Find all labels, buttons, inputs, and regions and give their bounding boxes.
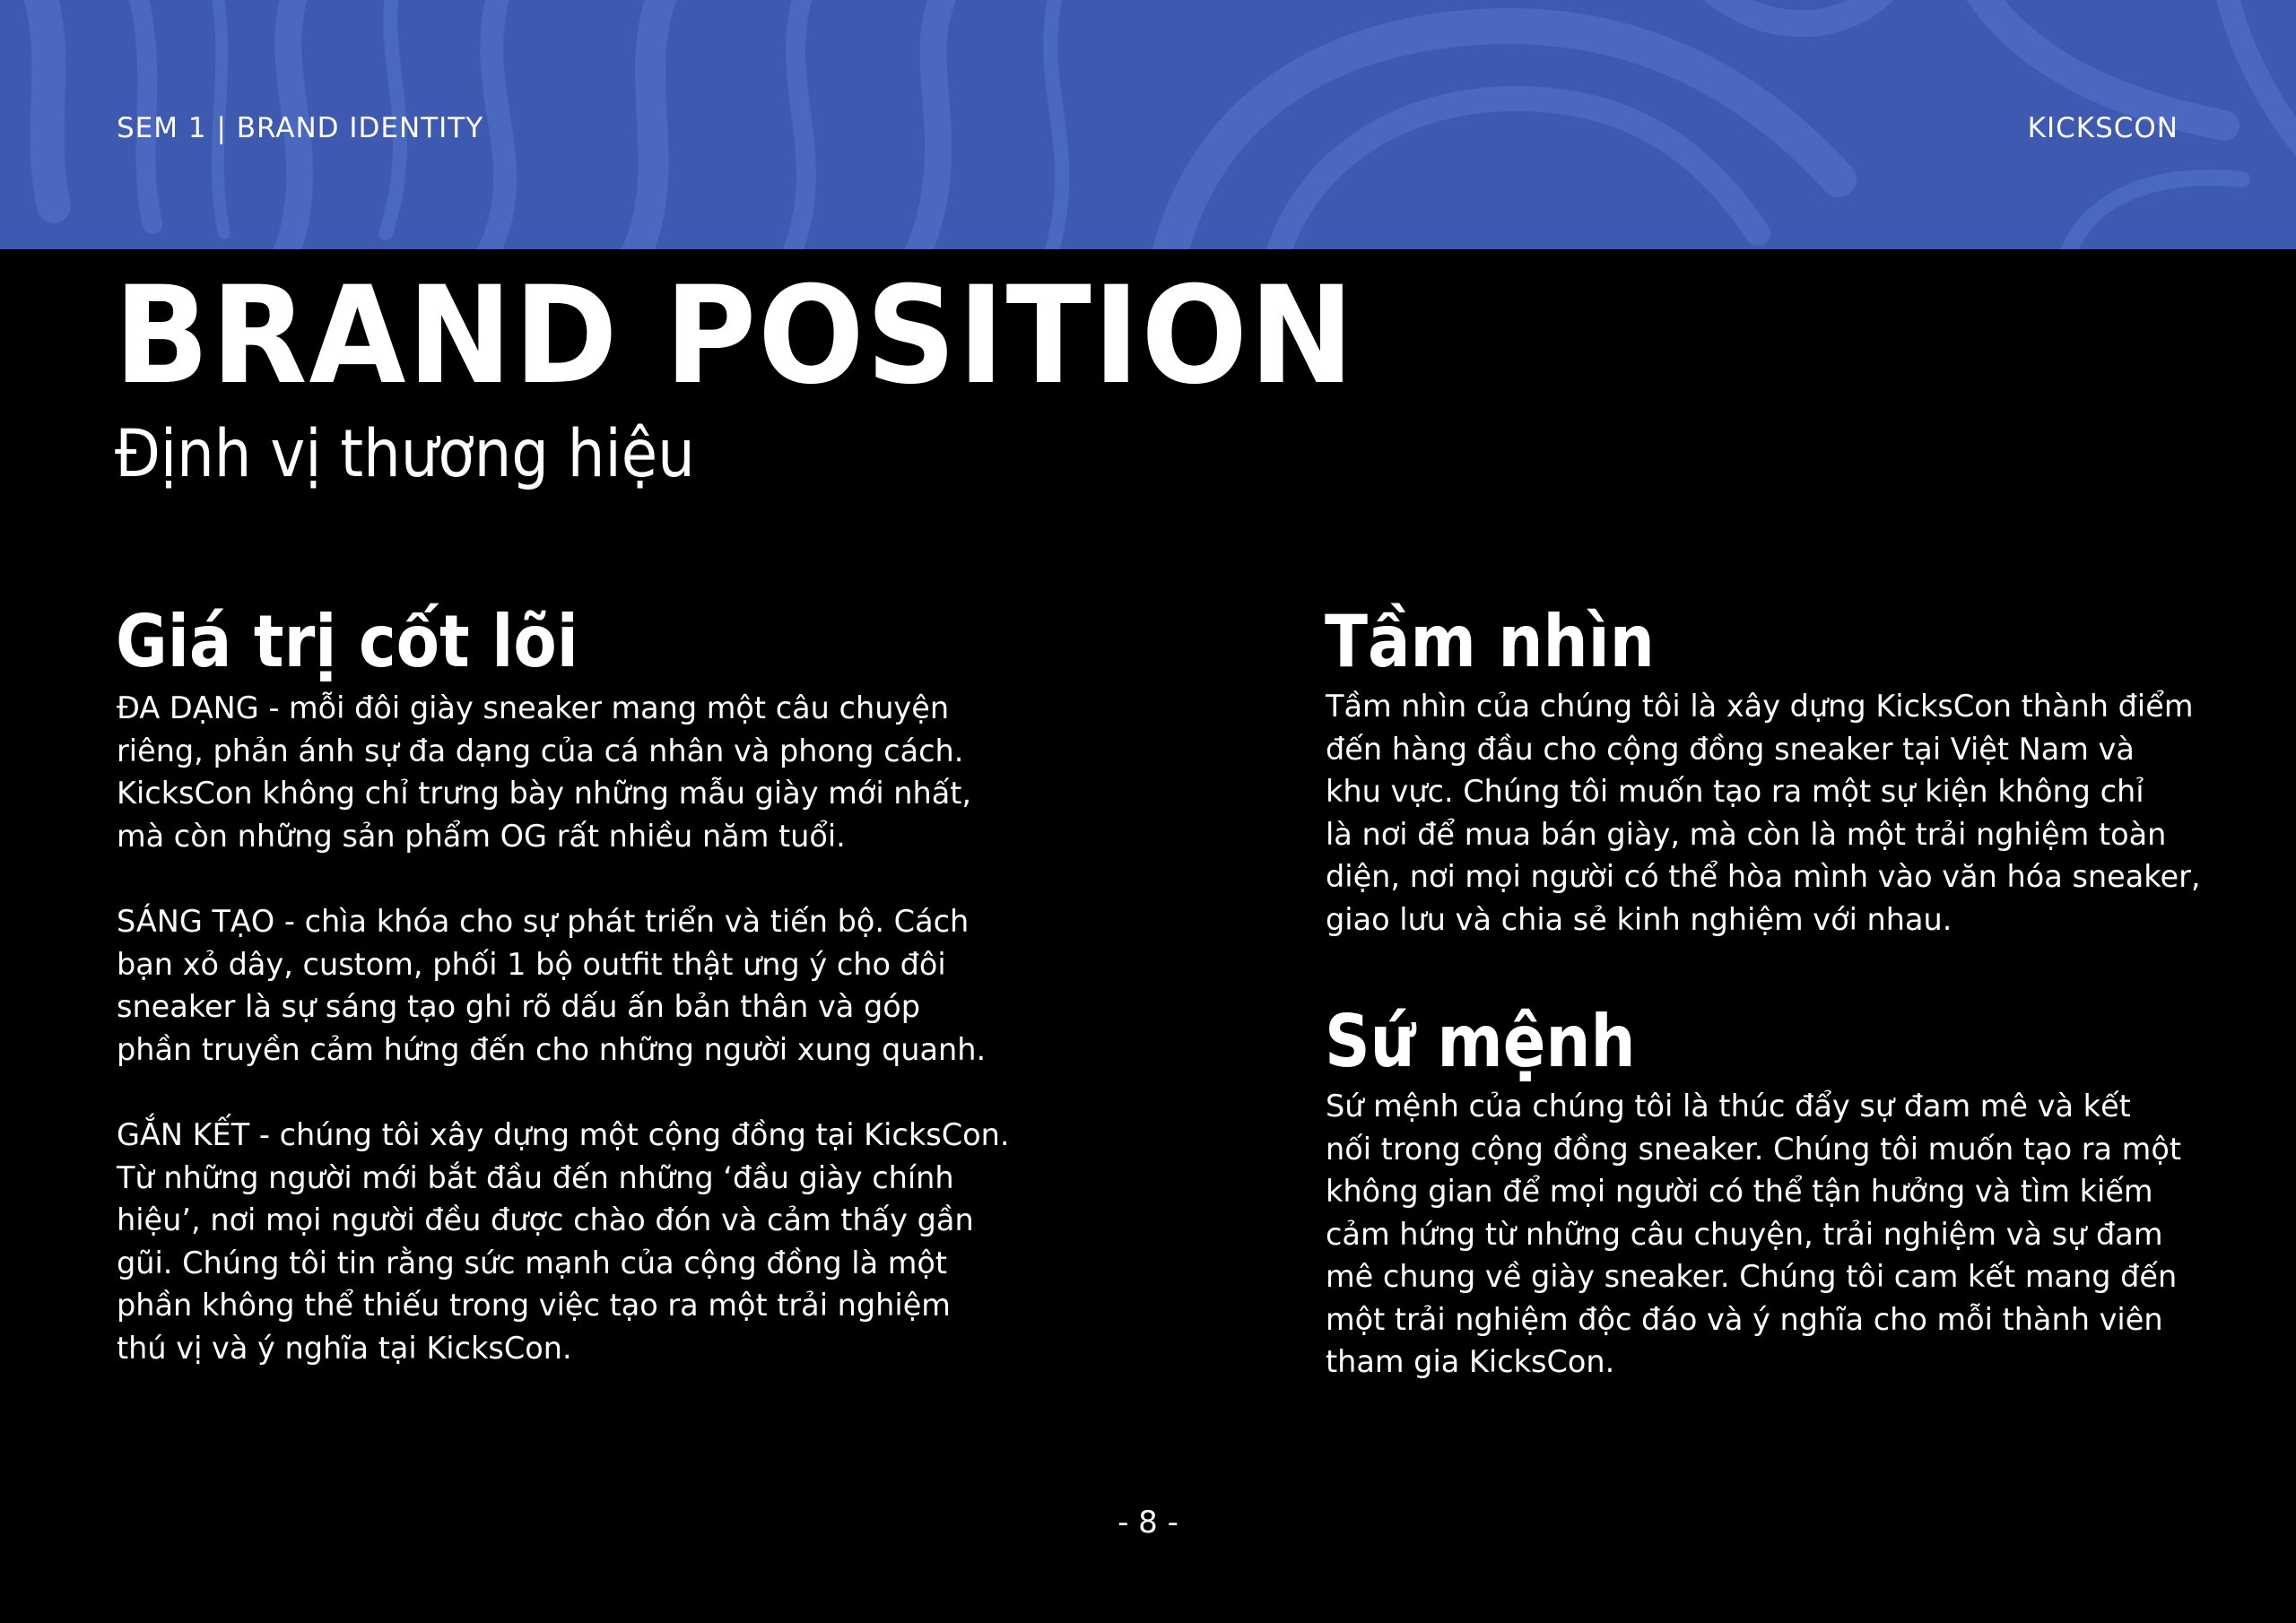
text-line: là nơi để mua bán giày, mà còn là một trải nghiệm toàn [1326,816,2167,852]
text-line: bạn xỏ dây, custom, phối 1 bộ outfit thật ưng ý cho đôi [117,946,946,982]
page-subtitle: Định vị thương hiệu [115,416,695,492]
text-line: khu vực. Chúng tôi muốn tạo ra một sự kiện không chỉ [1326,774,2144,809]
core-values-heading: Giá trị cốt lõi [116,600,578,683]
core-value-creativity [117,900,986,1071]
text-line: Từ những người mới bắt đầu đến những ‘đầu giày chính [117,1159,954,1195]
text-line: mà còn những sản phẩm OG rất nhiều năm tuổi. [117,818,846,854]
mission-paragraph [1326,1085,2181,1384]
text-line: Tầm nhìn của chúng tôi là xây dựng KicksCon thành điểm [1326,689,2194,724]
text-line: riêng, phản ánh sự đa dạng của cá nhân và phong cách. [117,733,964,768]
page-title: BRAND POSITION [114,258,1356,414]
text-line: phần không thể thiếu trong việc tạo ra một trải nghiệm [117,1288,951,1323]
header-section-label: SEM 1 | BRAND IDENTITY [117,112,484,144]
header-band [0,0,2296,249]
text-line: nối trong cộng đồng sneaker. Chúng tôi muốn tạo ra một [1326,1131,2181,1167]
text-line: ĐA DẠNG - mỗi đôi giày sneaker mang một câu chuyện [117,690,950,725]
text-line: diện, nơi mọi người có thể hòa mình vào văn hóa sneaker, [1326,859,2201,894]
mission-heading: Sứ mệnh [1325,1000,1636,1083]
text-line: GẮN KẾT - chúng tôi xây dựng một cộng đồng tại KicksCon. [117,1117,1010,1152]
text-line: thú vị và ý nghĩa tại KicksCon. [117,1330,572,1366]
text-line: sneaker là sự sáng tạo ghi rõ dấu ấn bản thân và góp [117,989,921,1024]
text-line: mê chung về giày sneaker. Chúng tôi cam kết mang đến [1326,1259,2178,1294]
text-line: cảm hứng từ những câu chuyện, trải nghiệm và sự đam [1326,1216,2163,1252]
core-value-connection [117,1114,1009,1369]
text-line: SÁNG TẠO - chìa khóa cho sự phát triển và tiến bộ. Cách [117,904,970,939]
vision-paragraph [1326,685,2201,941]
text-line: đến hàng đầu cho cộng đồng sneaker tại Việt Nam và [1326,731,2135,767]
text-line: một trải nghiệm độc đáo và ý nghĩa cho mỗi thành viên [1326,1301,2163,1337]
text-line: không gian để mọi người có thể tận hưởng và tìm kiếm [1326,1174,2153,1209]
text-line: KicksCon không chỉ trưng bày những mẫu giày mới nhất, [117,776,972,811]
text-line: gũi. Chúng tôi tin rằng sức mạnh của cộng đồng là một [117,1245,948,1280]
page-number: - 8 - [1118,1505,1178,1541]
header-brand-label: KICKSCON [2027,112,2179,144]
text-line: Sứ mệnh của chúng tôi là thúc đẩy sự đam mê và kết [1326,1089,2131,1124]
text-line: hiệu’, nơi mọi người đều được chào đón và cảm thấy gần [117,1202,974,1237]
text-line: phần truyền cảm hứng đến cho những người xung quanh. [117,1031,987,1067]
core-value-diversity [117,687,971,857]
text-line: tham gia KicksCon. [1326,1344,1615,1379]
vision-heading: Tầm nhìn [1325,600,1655,683]
text-line: giao lưu và chia sẻ kinh nghiệm với nhau. [1326,901,1952,937]
